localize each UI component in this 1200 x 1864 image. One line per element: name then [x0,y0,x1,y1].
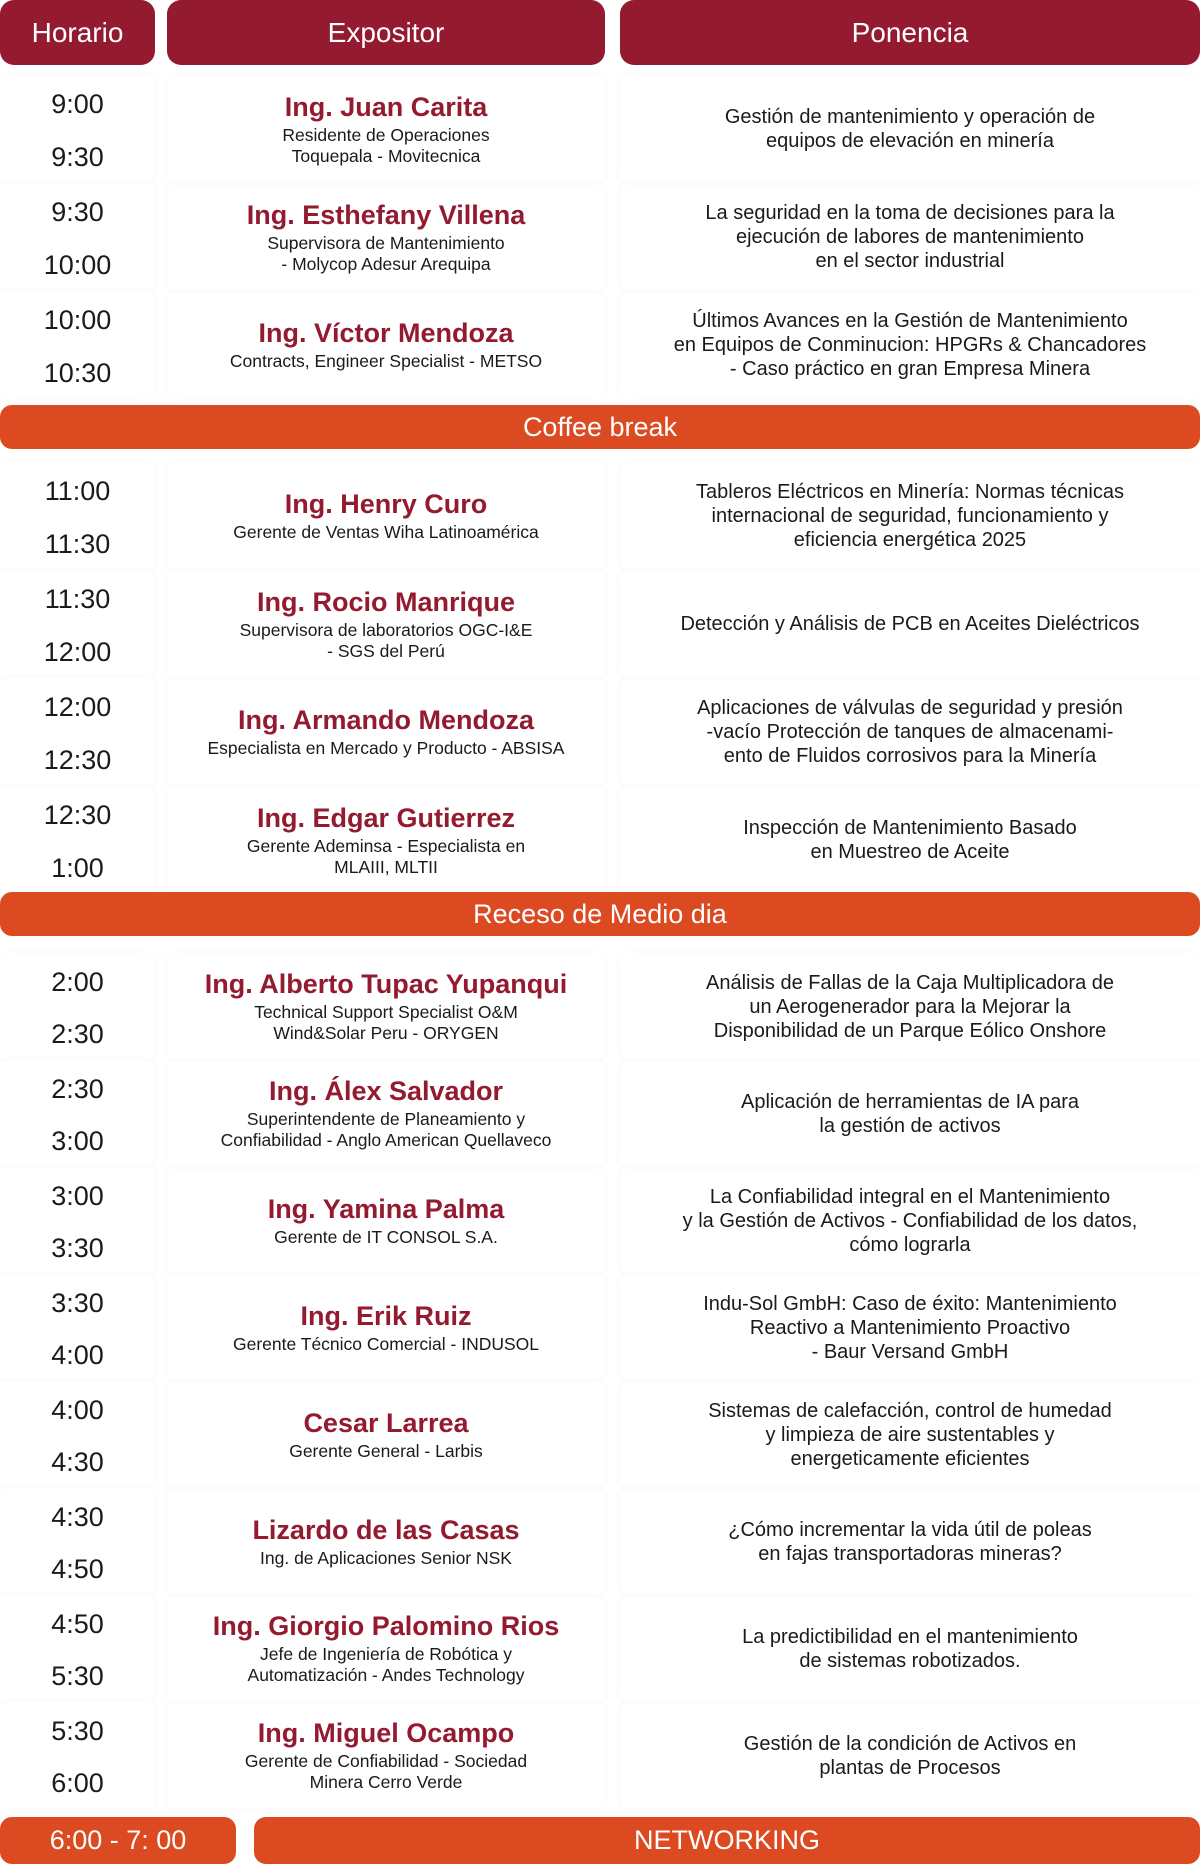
speaker-role: Supervisora de laboratorios OGC-I&E - SGS del Perú [239,619,533,661]
talk-title: Sistemas de calefacción, control de humedad y limpieza de aire sustentables y energeticamente eficientes [620,1381,1200,1488]
start-time: 4:30 [51,1502,104,1532]
speaker-name: Ing. Erik Ruiz [300,1300,472,1331]
session-block-midday [0,462,1200,894]
speaker-role: Especialista en Mercado y Producto - ABSISA [207,738,565,758]
end-time: 1:00 [51,853,104,883]
speaker-role: Jefe de Ingeniería de Robótica y Automatización - Andes Technology [247,1644,525,1685]
speaker-name: Ing. Yamina Palma [267,1193,505,1224]
speaker-cell [167,1488,605,1595]
speaker-cell [167,75,605,183]
start-time: 4:00 [51,1395,104,1425]
end-time: 3:30 [51,1233,104,1263]
end-time: 9:30 [51,142,104,172]
speaker-cell [167,1274,605,1381]
end-time: 4:30 [51,1447,104,1477]
speaker-name: Ing. Edgar Gutierrez [256,802,516,833]
speaker-role: Ing. de Aplicaciones Senior NSK [260,1547,512,1568]
speaker-cell [167,1167,605,1274]
header-expositor: Expositor [167,0,605,65]
talk-title: La seguridad en la toma de decisiones para la ejecución de labores de mantenimiento en el sector industrial [620,183,1200,291]
start-time: 4:50 [51,1609,104,1639]
speaker-name: Ing. Henry Curo [284,489,488,519]
schedule-row [0,75,1200,183]
schedule-row [0,1167,1200,1274]
speaker-role: Gerente de IT CONSOL S.A. [274,1226,498,1247]
start-time: 3:00 [51,1181,104,1211]
schedule-row [0,1488,1200,1595]
talk-title: La Confiabilidad integral en el Mantenimiento y la Gestión de Activos - Confiabilidad de los datos, cómo lograrla [620,1167,1200,1274]
networking-time: 6:00 - 7: 00 [0,1817,236,1864]
speaker-name: Ing. Esthefany Villena [246,199,526,230]
start-time: 3:30 [51,1288,104,1318]
speaker-cell [167,291,605,399]
speaker-role: Residente de Operaciones Toquepala - Movitecnica [282,124,490,166]
talk-title: Últimos Avances en la Gestión de Mantenimiento en Equipos de Conminucion: HPGRs & Chancadores - Caso práctico en gran Empresa Minera [620,291,1200,399]
speaker-cell [167,1702,605,1809]
time-cell [0,678,155,786]
time-cell [0,1167,155,1274]
speaker-cell [167,1060,605,1167]
start-time: 12:30 [43,800,112,830]
speaker-role: Contracts, Engineer Specialist - METSO [229,351,543,371]
speaker-name: Ing. Rocio Manrique [256,586,515,617]
speaker-cell [167,183,605,291]
speaker-role: Gerente de Ventas Wiha Latinoamérica [233,522,539,542]
end-time: 10:30 [43,358,112,388]
time-cell [0,75,155,183]
speaker-name: Lizardo de las Casas [252,1514,520,1545]
talk-title: Gestión de mantenimiento y operación de equipos de elevación en minería [620,75,1200,183]
lunch-break-bar: Receso de Medio dia [0,892,1200,936]
speaker-role: Superintendente de Planeamiento y Confiabilidad - Anglo American Quellaveco [220,1109,552,1150]
talk-title: ¿Cómo incrementar la vida útil de poleas en fajas transportadoras mineras? [620,1488,1200,1595]
start-time: 2:00 [51,967,104,997]
time-cell [0,1274,155,1381]
speaker-name: Ing. Víctor Mendoza [258,318,514,348]
talk-title: Inspección de Mantenimiento Basado en Muestreo de Aceite [620,786,1200,894]
time-cell [0,1381,155,1488]
speaker-role: Gerente General - Larbis [289,1440,483,1461]
session-block-afternoon [0,953,1200,1809]
coffee-break-bar: Coffee break [0,405,1200,449]
time-cell [0,1595,155,1702]
schedule-row [0,1381,1200,1488]
end-time: 5:30 [51,1661,104,1691]
schedule-row [0,786,1200,894]
start-time: 10:00 [43,305,112,335]
header-ponencia: Ponencia [620,0,1200,65]
start-time: 9:00 [51,89,104,119]
speaker-role: Gerente Técnico Comercial - INDUSOL [232,1333,540,1354]
end-time: 11:30 [44,529,111,559]
schedule-row [0,1702,1200,1809]
start-time: 2:30 [51,1074,104,1104]
speaker-cell [167,462,605,570]
schedule-row [0,953,1200,1060]
start-time: 5:30 [51,1716,104,1746]
end-time: 4:00 [51,1340,104,1370]
speaker-cell [167,570,605,678]
start-time: 9:30 [51,197,104,227]
schedule-row [0,1595,1200,1702]
schedule-row [0,570,1200,678]
talk-title: Análisis de Fallas de la Caja Multiplicadora de un Aerogenerador para la Mejorar la Disponibilidad de un Parque Eólico Onshore [620,953,1200,1060]
speaker-name: Ing. Giorgio Palomino Rios [212,1611,560,1641]
speaker-name: Ing. Juan Carita [284,91,488,122]
time-cell [0,786,155,894]
speaker-cell [167,786,605,894]
speaker-role: Technical Support Specialist O&M Wind&Solar Peru - ORYGEN [254,1002,518,1043]
end-time: 12:30 [43,745,112,775]
end-time: 2:30 [51,1019,104,1049]
speaker-name: Cesar Larrea [303,1407,469,1438]
talk-title: Tableros Eléctricos en Minería: Normas técnicas internacional de seguridad, funcionamiento y eficiencia energética 2025 [620,462,1200,570]
start-time: 12:00 [43,692,112,722]
time-cell [0,953,155,1060]
schedule-row [0,183,1200,291]
speaker-role: Supervisora de Mantenimiento - Molycop Adesur Arequipa [267,232,505,274]
schedule-row [0,1060,1200,1167]
time-cell [0,570,155,678]
networking-label: NETWORKING [254,1817,1200,1864]
talk-title: La predictibilidad en el mantenimiento de sistemas robotizados. [620,1595,1200,1702]
speaker-name: Ing. Alberto Tupac Yupanqui [204,969,568,999]
speaker-role: Gerente de Confiabilidad - Sociedad Minera Cerro Verde [244,1751,528,1792]
time-cell [0,291,155,399]
talk-title: Aplicación de herramientas de IA para la gestión de activos [620,1060,1200,1167]
start-time: 11:30 [44,584,111,614]
end-time: 4:50 [51,1554,104,1584]
session-block-morning [0,75,1200,399]
talk-title: Detección y Análisis de PCB en Aceites Dieléctricos [620,570,1200,678]
speaker-cell [167,953,605,1060]
speaker-role: Gerente Ademinsa - Especialista en MLAIII, MLTII [246,835,526,877]
schedule-row [0,291,1200,399]
speaker-cell [167,1381,605,1488]
end-time: 10:00 [43,250,112,280]
schedule-row [0,1274,1200,1381]
header-horario: Horario [0,0,155,65]
time-cell [0,183,155,291]
time-cell [0,1488,155,1595]
time-cell [0,462,155,570]
schedule-row [0,678,1200,786]
end-time: 3:00 [51,1126,104,1156]
time-cell [0,1060,155,1167]
time-cell [0,1702,155,1809]
end-time: 6:00 [51,1768,104,1798]
talk-title: Indu-Sol GmbH: Caso de éxito: Mantenimiento Reactivo a Mantenimiento Proactivo - Baur Versand GmbH [620,1274,1200,1381]
speaker-name: Ing. Álex Salvador [268,1076,504,1106]
schedule-row [0,462,1200,570]
speaker-cell [167,678,605,786]
speaker-cell [167,1595,605,1702]
talk-title: Gestión de la condición de Activos en plantas de Procesos [620,1702,1200,1809]
start-time: 11:00 [44,476,111,506]
talk-title: Aplicaciones de válvulas de seguridad y presión -vacío Protección de tanques de almacenami- ento de Fluidos corrosivos para la Minería [620,678,1200,786]
end-time: 12:00 [43,637,112,667]
speaker-name: Ing. Armando Mendoza [238,705,534,735]
speaker-name: Ing. Miguel Ocampo [257,1718,515,1748]
